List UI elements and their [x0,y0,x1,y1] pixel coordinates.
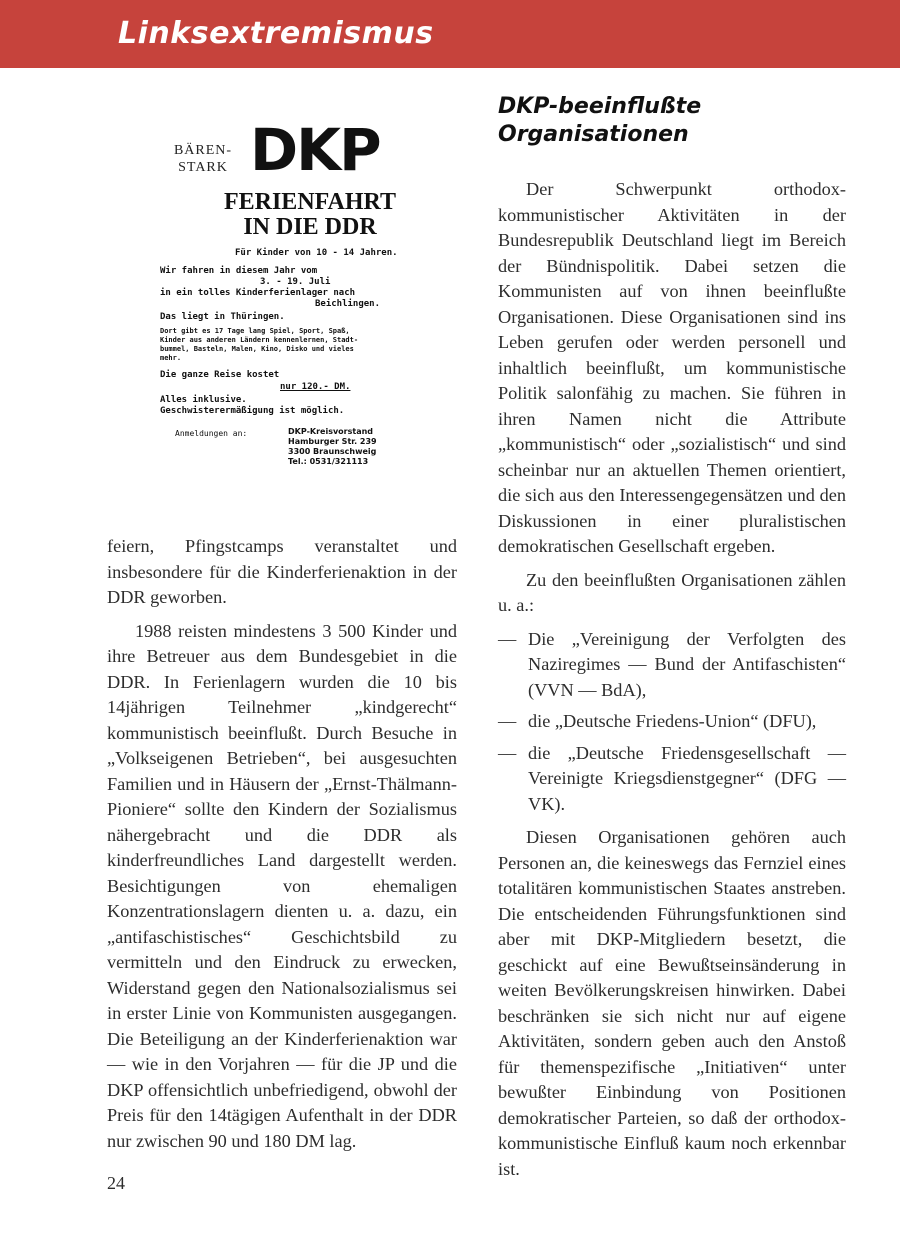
list-item-text: Die „Vereinigung der Verfolgten des Naziregimes — Bund der Antifaschisten“ (VVN — BdA), [528,628,846,700]
paragraph: Diesen Organisationen gehören auch Personen an, die keineswegs das Fernziel eines totalitären kommunistischen Staates anstreben. Die entscheidenden Führungsfunktionen sind aber mit DKP-Mitgliedern besetzt, die geschickt auf eine Bewußtseinsänderung in weiten Bevölkerungskreisen hinwirken. Dabei beschränken sie sich nicht nur auf eigene Aktivitäten, sondern geben auch den Anstoß für themenspezifische „Initiativen“ unter bewußter Einbindung von Positionen demokratischer Parteien, so daß der orthodox-kommunistische Einfluß kaum noch erkennbar ist. [498,827,846,1179]
list-item [498,627,846,704]
list-item [498,741,846,818]
dash-marker: — [498,628,517,649]
list-item [498,709,846,735]
flyer-address [288,427,377,467]
list-item-text: die „Deutsche Friedensgesellschaft — Vereinigte Kriegsdienstgegner“ (DFG — VK). [528,742,846,814]
dash-marker: — [498,742,517,763]
dkp-flyer [150,116,400,480]
left-column [107,534,457,1154]
flyer-line: Anmeldungen an: [175,429,248,438]
flyer-line: bummel, Basteln, Malen, Kino, Disko und vieles [160,345,354,353]
section-title: Linksextremismus [118,16,434,51]
flyer-line: Das liegt in Thüringen. [160,312,285,322]
flyer-line: Geschwisterermäßigung ist möglich. [160,406,345,416]
subsection-title [498,93,838,149]
flyer-price: nur 120.- DM. [280,382,351,392]
flyer-heading-line1: FERIENFAHRT [223,189,397,215]
flyer-line: Alles inklusive. [160,395,247,405]
logo-subtitle [162,142,244,176]
flyer-line: Beichlingen. [315,299,381,309]
dash-marker: — [498,711,517,731]
list-item-text: die „Deutsche Friedens-Union“ (DFU), [528,711,817,731]
flyer-heading [210,190,410,240]
address-line: 3300 Braunschweig [288,447,377,456]
header-bar [0,0,900,68]
address-line: DKP-Kreisvorstand [288,427,374,436]
flyer-line: Wir fahren in diesem Jahr vom [160,266,318,276]
logo-sub-line1: BÄREN- [173,143,233,158]
dkp-logo: DKP [250,116,380,184]
subsection-title-line1: DKP-beeinflußte [498,94,702,119]
flyer-heading-line2: IN DIE DDR [243,214,377,240]
paragraph: Zu den beeinflußten Organisationen zählen u. a.: [498,569,846,615]
flyer-line: Für Kinder von 10 - 14 Jahren. [235,248,398,258]
logo-sub-line2: STARK [178,160,228,175]
flyer-line: Dort gibt es 17 Tage lang Spiel, Sport, Spaß, [160,327,350,335]
flyer-line: in ein tolles Kinderferienlager nach [160,288,356,298]
paragraph: Der Schwerpunkt orthodox-kommunistischer Aktivitäten in der Bundesrepublik Deutschland liegt im Bereich der Bündnispolitik. Dabei setzen die Kommunisten auf von ihnen beeinflußte Organisationen. Diese Organisationen sind ins Leben gerufen oder werden personell und inhaltlich beeinflußt, um kommunistische Politik salonfähig zu machen. Sie führen in ihren Namen nicht die Attribute „kommunistisch“ oder „sozialistisch“ und sind scheinbar nur an aktuellen Themen orientiert, die sich aus den Interessengegensätzen und den Diskussionen in einer pluralistischen demokratischen Gesellschaft ergeben. [498,179,846,556]
paragraph: 1988 reisten mindestens 3 500 Kinder und ihre Betreuer aus dem Bundesgebiet in die DDR. In Ferienlagern wurden die 10 bis 14jährigen Teilnehmer „kindgerecht“ kommunistisch beeinflußt. Durch Besuche in „Volkseigenen Betrieben“, bei ausgesuchten Familien und in Häusern der „Ernst-Thälmann- Pioniere“ sollte den Kindern der Sozialismus nähergebracht und die DDR als kinderfreundliches Land dargestellt werden. Besichtigungen von ehemaligen Konzentrationslagern dienten u. a. dazu, ein „antifaschistisches“ Geschichtsbild zu vermitteln und den Eindruck zu erwecken, Widerstand gegen den Nationalsozialismus sei in erster Linie von Kommunisten ausgegangen. Die Beteiligung an der Kinderferienaktion war — wie in den Vorjahren — für die JP und die DKP offensichtlich unbefriedigend, obwohl der Preis für den 14tägigen Aufenthalt in der DDR nur zwischen 90 und 180 DM lag. [107,620,457,1151]
flyer-line: Die ganze Reise kostet [160,370,280,380]
flyer-line: mehr. [160,354,182,362]
flyer-line: 3. - 19. Juli [260,277,331,287]
organisation-list [498,627,846,818]
right-column [498,177,846,1182]
page-number: 24 [107,1173,125,1193]
flyer-line: Kinder aus anderen Ländern kennenlernen, Stadt- [160,336,359,344]
paragraph: feiern, Pfingstcamps veranstaltet und insbesondere für die Kinderferienaktion in der DDR geworben. [107,536,457,607]
address-line: Hamburger Str. 239 [288,437,377,446]
address-line: Tel.: 0531/321113 [288,457,369,466]
subsection-title-line2: Organisationen [498,122,689,147]
